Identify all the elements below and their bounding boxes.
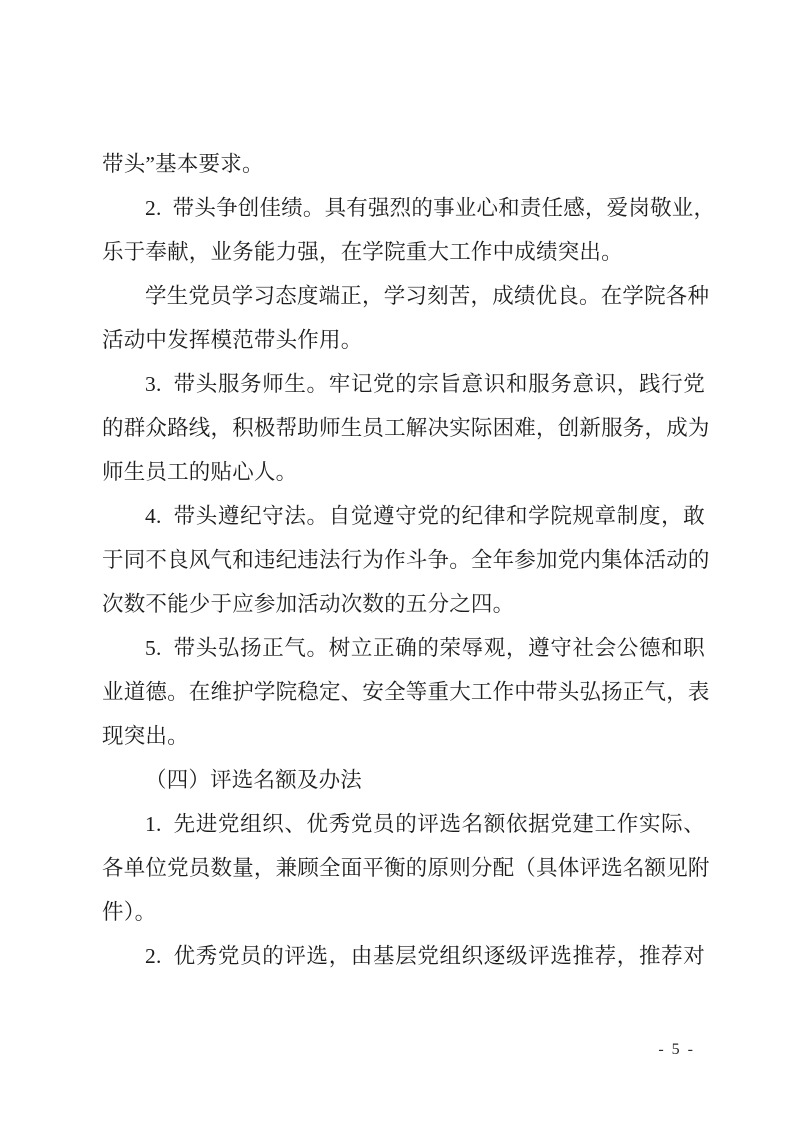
text-line: 件）。 xyxy=(102,900,157,924)
text-line: 1. 先进党组织、优秀党员的评选名额依据党建工作实际、 xyxy=(145,812,705,836)
text-line: 的群众路线，积极帮助师生员工解决实际困难，创新服务，成为 xyxy=(102,416,710,440)
text-line: 2. 优秀党员的评选，由基层党组织逐级评选推荐，推荐对 xyxy=(145,944,705,968)
text-line: 3. 带头服务师生。牢记党的宗旨意识和服务意识，践行党 xyxy=(145,372,705,396)
text-line: 业道德。在维护学院稳定、安全等重大工作中带头弘扬正气，表 xyxy=(102,680,710,704)
text-line: 带头”基本要求。 xyxy=(102,152,264,176)
text-line: 现突出。 xyxy=(102,724,189,748)
text-line: 各单位党员数量，兼顾全面平衡的原则分配（具体评选名额见附 xyxy=(102,856,710,880)
text-line: 乐于奉献，业务能力强，在学院重大工作中成绩突出。 xyxy=(102,240,623,264)
text-line: 学生党员学习态度端正，学习刻苦，成绩优良。在学院各种 xyxy=(145,284,710,308)
text-block xyxy=(102,142,716,978)
text-line: 2. 带头争创佳绩。具有强烈的事业心和责任感，爱岗敬业， xyxy=(145,196,716,220)
text-line: （四）评选名额及办法 xyxy=(145,768,363,792)
text-line: 师生员工的贴心人。 xyxy=(102,460,298,484)
page-number: - 5 - xyxy=(658,1041,695,1058)
text-line: 5. 带头弘扬正气。树立正确的荣辱观，遵守社会公德和职 xyxy=(145,636,705,660)
text-line: 活动中发挥模范带头作用。 xyxy=(102,328,363,352)
text-line: 次数不能少于应参加活动次数的五分之四。 xyxy=(102,592,515,616)
text-line: 4. 带头遵纪守法。自觉遵守党的纪律和学院规章制度，敢 xyxy=(145,504,705,528)
text-line: 于同不良风气和违纪违法行为作斗争。全年参加党内集体活动的 xyxy=(102,548,710,572)
